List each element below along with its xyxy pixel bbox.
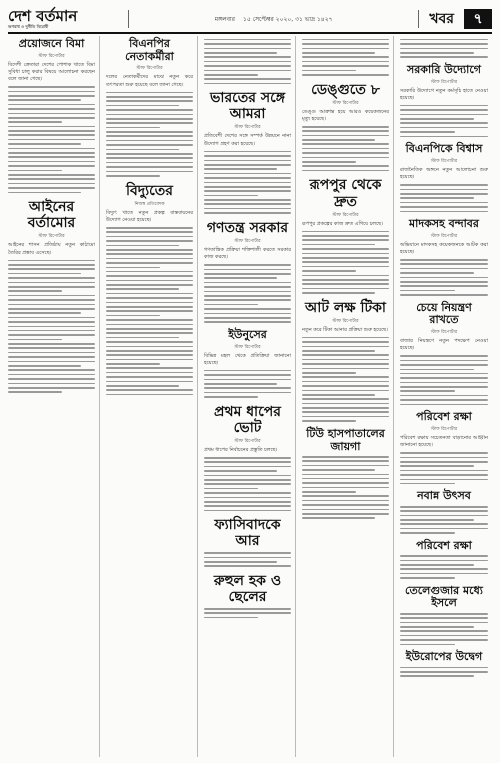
story-body-text: [204, 552, 291, 567]
story-byline: স্টাফ রিপোর্টার: [234, 438, 261, 444]
story-body-text: [302, 231, 389, 294]
story-body-text: [106, 227, 193, 395]
story: [204, 90, 291, 214]
story-lead: ডেঙ্গু আক্রান্ত হয়ে আরও কয়েকজনের মৃত্যু হয়েছে।: [302, 108, 389, 122]
story: [302, 82, 389, 172]
story-body-text: [400, 105, 488, 137]
story: [400, 64, 488, 137]
story-body-text: [204, 457, 291, 511]
story: [400, 143, 488, 212]
story-body-text: [302, 39, 389, 76]
story-headline[interactable]: ইউনুসের: [228, 327, 267, 341]
newspaper-logo: দেশ বর্তমান অপরাধ ও দুর্নীতি বিরোধী: [8, 9, 128, 29]
story-lead: দলের নেতাকর্মীদের মাঝে নতুন করে তৎপরতা শুরু হয়েছে বলে জানা গেছে।: [106, 74, 193, 88]
story-body-text: [400, 39, 488, 58]
story-body-text: [400, 506, 488, 534]
story: [400, 585, 488, 645]
story-body-text: [204, 39, 291, 85]
story-byline: স্টাফ রিপোর্টার: [332, 100, 359, 106]
story: [302, 300, 389, 422]
story: [204, 329, 291, 398]
story: [400, 490, 488, 533]
story-body-text: [8, 86, 95, 193]
story: [204, 220, 291, 323]
story-body-text: [400, 452, 488, 484]
story-lead: নতুন করে টিকা আনার প্রক্রিয়া শুরু হয়েছে।: [302, 326, 388, 333]
story-body-text: [302, 126, 389, 172]
story-headline[interactable]: প্রয়োজনে বিমা: [18, 37, 85, 50]
story-headline[interactable]: পরিবেশ রক্ষা: [416, 538, 472, 552]
story-body-text: [204, 264, 291, 323]
story-byline: স্টাফ রিপোর্টার: [430, 158, 458, 164]
article-columns: [8, 36, 492, 757]
story-byline: স্টাফ রিপোর্টার: [430, 426, 458, 432]
story-headline[interactable]: বিএনপিকে বিশ্বাস: [405, 142, 483, 156]
story-body-text: [400, 555, 488, 579]
story: [400, 39, 488, 58]
story-headline[interactable]: নবান্ন উৎসব: [417, 489, 471, 503]
story-headline[interactable]: আইনের বর্তামোর: [27, 199, 76, 232]
story-headline[interactable]: গণতন্ত্র সরকার: [206, 219, 289, 236]
story-lead: গণতান্ত্রিক প্রক্রিয়া শক্তিশালী করতে সরকার কাজ করছে।: [204, 246, 291, 261]
story-body-text: [302, 456, 389, 519]
story-byline: স্টাফ রিপোর্টার: [430, 79, 458, 85]
story-lead: আইনের শাসন প্রতিষ্ঠায় নতুন কাঠামো তৈরির প্রস্তাব এসেছে।: [8, 242, 95, 256]
date-bar: [128, 10, 419, 28]
story-headline[interactable]: মাদকসহ বন্দাবর: [409, 217, 479, 231]
story-headline[interactable]: ফ্যাসিবাদকে আর: [214, 517, 281, 550]
story: [302, 177, 389, 293]
story-byline: স্টাফ রিপোর্টার: [136, 66, 163, 72]
story: [204, 573, 291, 618]
story-lead: বিভিন্ন মহল থেকে প্রতিক্রিয়া জানানো হয়েছে।: [204, 352, 291, 366]
story-lead: সরকারি উদ্যোগে নতুন কর্মসূচি হাতে নেওয়া হয়েছে।: [400, 87, 488, 101]
story: [400, 540, 488, 579]
story: [302, 39, 389, 76]
story-byline: স্টাফ রিপোর্টার: [332, 318, 359, 324]
column-3: [204, 36, 296, 757]
story: [8, 199, 95, 393]
story-headline[interactable]: টিউ হাসপাতালের জায়গা: [306, 426, 385, 453]
story-headline[interactable]: ভারতের সঙ্গে আমরা: [209, 90, 286, 123]
story: [204, 517, 291, 567]
story-body-text: [106, 92, 193, 177]
story-byline: স্টাফ রিপোর্টার: [332, 212, 359, 218]
story-headline[interactable]: প্রথম ধাপের ভোট: [214, 403, 281, 436]
story-headline[interactable]: চেয়ে নিয়ন্ত্রণ রাখতে: [416, 300, 472, 327]
story: [400, 651, 488, 677]
story-headline[interactable]: ডেঙ্গুতে ৮: [311, 81, 380, 98]
story-body-text: [8, 260, 95, 393]
story-lead: প্রথম ধাপের নির্বাচনের প্রস্তুতি চলছে।: [204, 446, 278, 453]
story-byline: স্টাফ রিপোর্টার: [38, 234, 65, 240]
story: [106, 183, 193, 396]
column-4: [302, 36, 394, 757]
story-body-text: [400, 355, 488, 405]
issue-date: ১৫ সেপ্টেম্বর ২০২০, ৩১ ভাদ্র ১৪২৭: [242, 15, 333, 23]
story-body-text: [400, 613, 488, 645]
story-body-text: [204, 151, 291, 214]
story-headline[interactable]: ইউরোপের উদ্বেগ: [405, 650, 483, 664]
story-lead: রাজনৈতিক অঙ্গনে নতুন আলোচনা শুরু হয়েছে।: [400, 166, 488, 181]
story: [204, 39, 291, 85]
story: [302, 428, 389, 519]
column-1: [8, 36, 100, 757]
story-byline: স্টাফ রিপোর্টার: [234, 344, 261, 350]
story-byline: স্টাফ রিপোর্টার: [234, 125, 261, 131]
page-number: ৭: [464, 9, 492, 29]
story: [400, 302, 488, 405]
story-headline[interactable]: বিএনপির নেতাকর্মীরা: [125, 37, 174, 63]
column-5: [400, 36, 492, 757]
story-body-text: [204, 370, 291, 398]
story-body-text: [400, 667, 488, 677]
masthead: [8, 6, 492, 34]
story-headline[interactable]: রুহুল হক ও ছেলের: [213, 573, 282, 606]
story-lead: বিদ্যুৎ খাতে নতুন প্রকল্প বাস্তবায়নের উদ্যোগ নেওয়া হয়েছে।: [106, 209, 193, 223]
story-headline[interactable]: রূপপুর থেকে দ্রুত: [309, 177, 382, 210]
weekday: মঙ্গলবার: [214, 15, 235, 23]
story-headline[interactable]: বিদ্যুতের: [125, 182, 174, 199]
story-body-text: [302, 337, 389, 422]
logo-tagline: অপরাধ ও দুর্নীতি বিরোধী: [8, 24, 49, 29]
story-headline[interactable]: পরিবেশ রক্ষা: [416, 410, 472, 424]
story-byline: স্টাফ রিপোর্টার: [430, 233, 458, 239]
story-body-text: [400, 259, 488, 296]
story-lead: প্রতিবেশী দেশের সঙ্গে সম্পর্ক উন্নয়নে নানা উদ্যোগ গ্রহণ করা হয়েছে।: [204, 133, 291, 147]
story-lead: পরিবেশ রক্ষায় সচেতনতা বাড়ানোর আহ্বান জানানো হয়েছে।: [400, 434, 488, 449]
story-lead: রূপপুর প্রকল্পের কাজ দ্রুত এগিয়ে চলছে।: [302, 220, 383, 227]
story-headline[interactable]: আট লক্ষ টিকা: [305, 299, 386, 316]
story: [204, 404, 291, 512]
story-headline[interactable]: তেলেগুজার মধ্যে ইসলে: [405, 583, 483, 610]
story: [400, 218, 488, 296]
column-2: [106, 36, 198, 757]
story-headline[interactable]: সরকারি উদ্যোগে: [406, 62, 481, 76]
story: [400, 411, 488, 484]
story-body-text: [400, 184, 488, 212]
story-byline: স্টাফ রিপোর্টার: [430, 330, 458, 336]
story: [8, 38, 95, 193]
story-lead: বাজার নিয়ন্ত্রণে নতুন পদক্ষেপ নেওয়া হয়েছে।: [400, 338, 488, 352]
section-title: খবর: [429, 11, 454, 27]
story-byline: স্টাফ রিপোর্টার: [234, 238, 261, 244]
story-lead: অভিযানে মাদকসহ কয়েকজনকে আটক করা হয়েছে।: [400, 241, 488, 255]
story-lead: বিদেশী ক্রেতারা দেশের পোশাক খাতে বিমা সুবিধা চালু করার বিষয়ে আলোচনা করছেন বলে জানা গেছে।: [8, 61, 95, 83]
story-body-text: [204, 608, 291, 618]
story: [106, 38, 193, 177]
story-byline: স্টাফ রিপোর্টার: [38, 53, 65, 59]
story-byline: নিজস্ব প্রতিবেদক: [134, 201, 165, 207]
